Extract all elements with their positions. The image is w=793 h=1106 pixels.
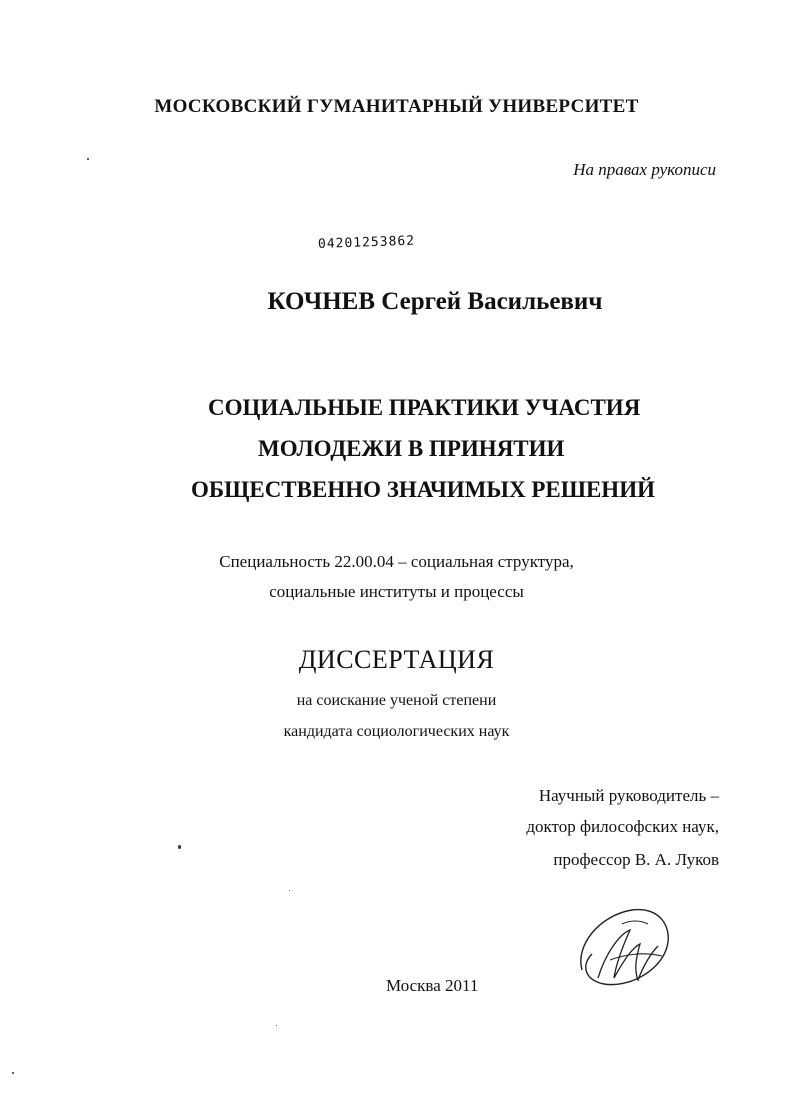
degree-line-2: кандидата социологических наук (283, 723, 510, 740)
author-surname: КОЧНЕВ (267, 288, 376, 315)
advisor-line-2: доктор философских наук, (526, 817, 719, 836)
author-name (0, 288, 793, 316)
scan-speck (276, 1025, 277, 1026)
manuscript-rights-note: На правах рукописи (573, 160, 716, 179)
dissertation-title-line-2: МОЛОДЕЖИ В ПРИНЯТИИ (258, 436, 565, 461)
scan-speck (289, 890, 290, 891)
specialty-line-1: Специальность 22.00.04 – социальная структура, (219, 552, 574, 571)
city-year: Москва 2011 (386, 976, 479, 995)
library-code-stamp: 04201253862 (317, 233, 416, 252)
handwritten-signature (570, 900, 680, 995)
degree-line-1: на соискание ученой степени (296, 692, 497, 709)
university-name: МОСКОВСКИЙ ГУМАНИТАРНЫЙ УНИВЕРСИТЕТ (154, 96, 639, 117)
specialty-line-2: социальные институты и процессы (269, 582, 524, 601)
dissertation-title-line-1: СОЦИАЛЬНЫЕ ПРАКТИКИ УЧАСТИЯ (208, 395, 641, 420)
work-type-heading: ДИССЕРТАЦИЯ (298, 645, 495, 674)
author-given-names: Сергей Васильевич (381, 288, 603, 315)
scan-speck (87, 158, 89, 160)
advisor-line-3: профессор В. А. Луков (553, 850, 719, 869)
scan-speck (12, 1072, 14, 1074)
scan-speck (178, 845, 181, 849)
dissertation-title-line-3: ОБЩЕСТВЕННО ЗНАЧИМЫХ РЕШЕНИЙ (191, 477, 655, 502)
advisor-line-1: Научный руководитель – (538, 786, 719, 805)
